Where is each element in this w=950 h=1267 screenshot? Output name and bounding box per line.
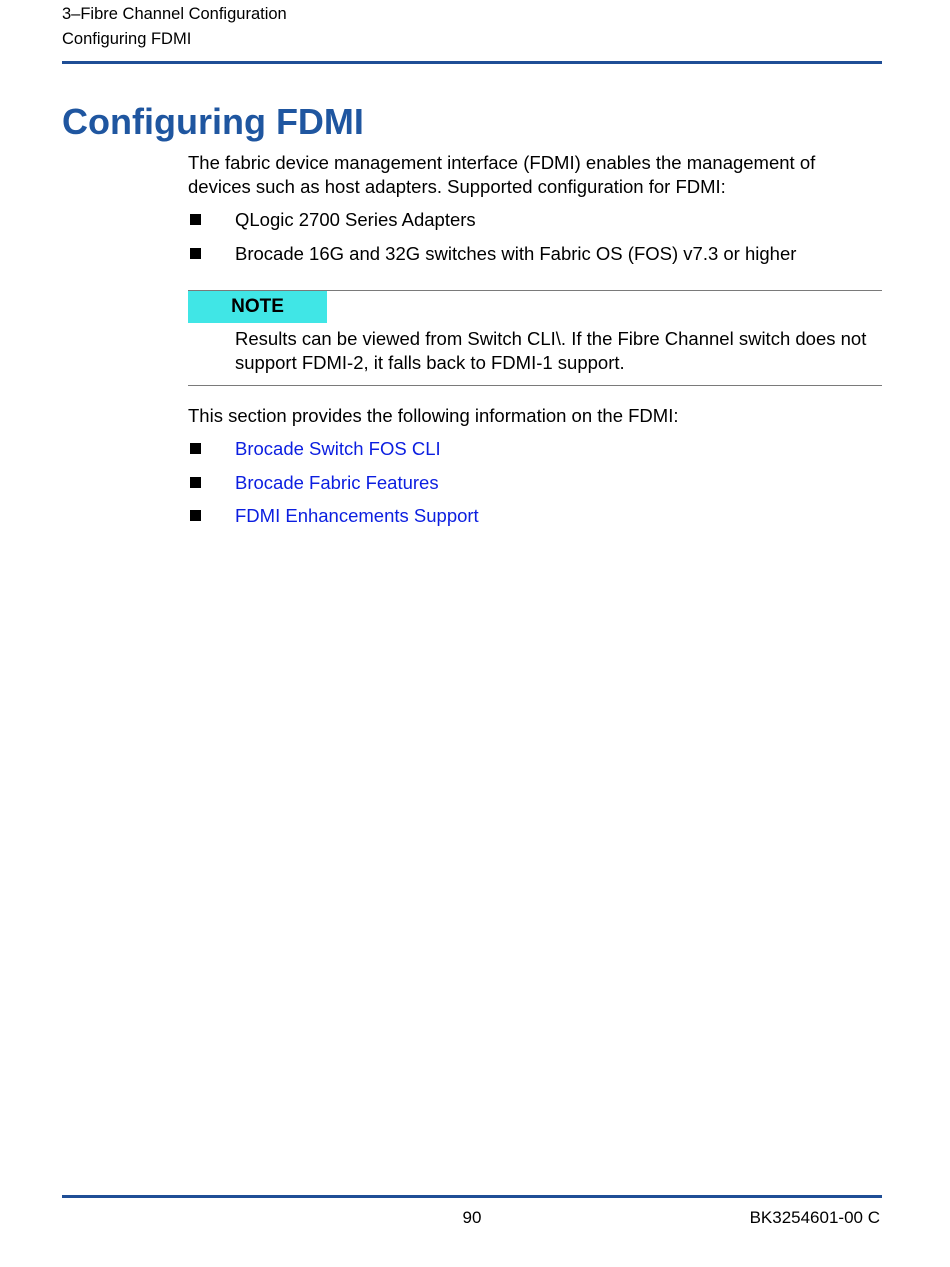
page-title: Configuring FDMI <box>62 101 364 142</box>
footer-rule <box>62 1195 882 1198</box>
note-text: Results can be viewed from Switch CLI\. If the Fibre Channel switch does not support FDMI-2, it falls back to FDMI-1 support. <box>235 328 867 373</box>
link-brocade-fabric-features[interactable]: Brocade Fabric Features <box>235 471 439 493</box>
list-item <box>188 208 882 242</box>
document-number: BK3254601-00 C <box>749 1208 880 1227</box>
bullet-square-icon <box>190 248 201 259</box>
running-header <box>62 2 287 52</box>
links-block <box>188 437 882 538</box>
header-rule <box>62 61 882 64</box>
supported-list-block <box>188 208 882 275</box>
list-item <box>188 504 882 538</box>
bullet-square-icon <box>190 477 201 488</box>
links-list <box>188 437 882 538</box>
intro-block <box>188 151 882 198</box>
note-label: NOTE <box>188 291 327 323</box>
chapter-header: 3–Fibre Channel Configuration <box>62 5 287 23</box>
bullet-square-icon <box>190 214 201 225</box>
list-item <box>188 242 882 276</box>
list-item <box>188 437 882 471</box>
section-header: Configuring FDMI <box>62 30 192 48</box>
supported-list <box>188 208 882 275</box>
link-fdmi-enhancements-support[interactable]: FDMI Enhancements Support <box>235 505 479 526</box>
intro-paragraph: The fabric device management interface (FDMI) enables the management of devices such as host adapters. Supported configuration for FDMI: <box>188 152 816 197</box>
list-item <box>188 471 882 505</box>
list-item-text: Brocade 16G and 32G switches with Fabric OS (FOS) v7.3 or higher <box>235 242 797 264</box>
bullet-square-icon <box>190 443 201 454</box>
page-number: 90 <box>462 1208 482 1227</box>
note-box <box>188 290 882 386</box>
section-intro: This section provides the following information on the FDMI: <box>188 405 679 426</box>
section-intro-block <box>188 404 882 428</box>
link-brocade-switch-fos-cli[interactable]: Brocade Switch FOS CLI <box>235 438 441 459</box>
list-item-text: QLogic 2700 Series Adapters <box>235 209 476 230</box>
bullet-square-icon <box>190 510 201 521</box>
